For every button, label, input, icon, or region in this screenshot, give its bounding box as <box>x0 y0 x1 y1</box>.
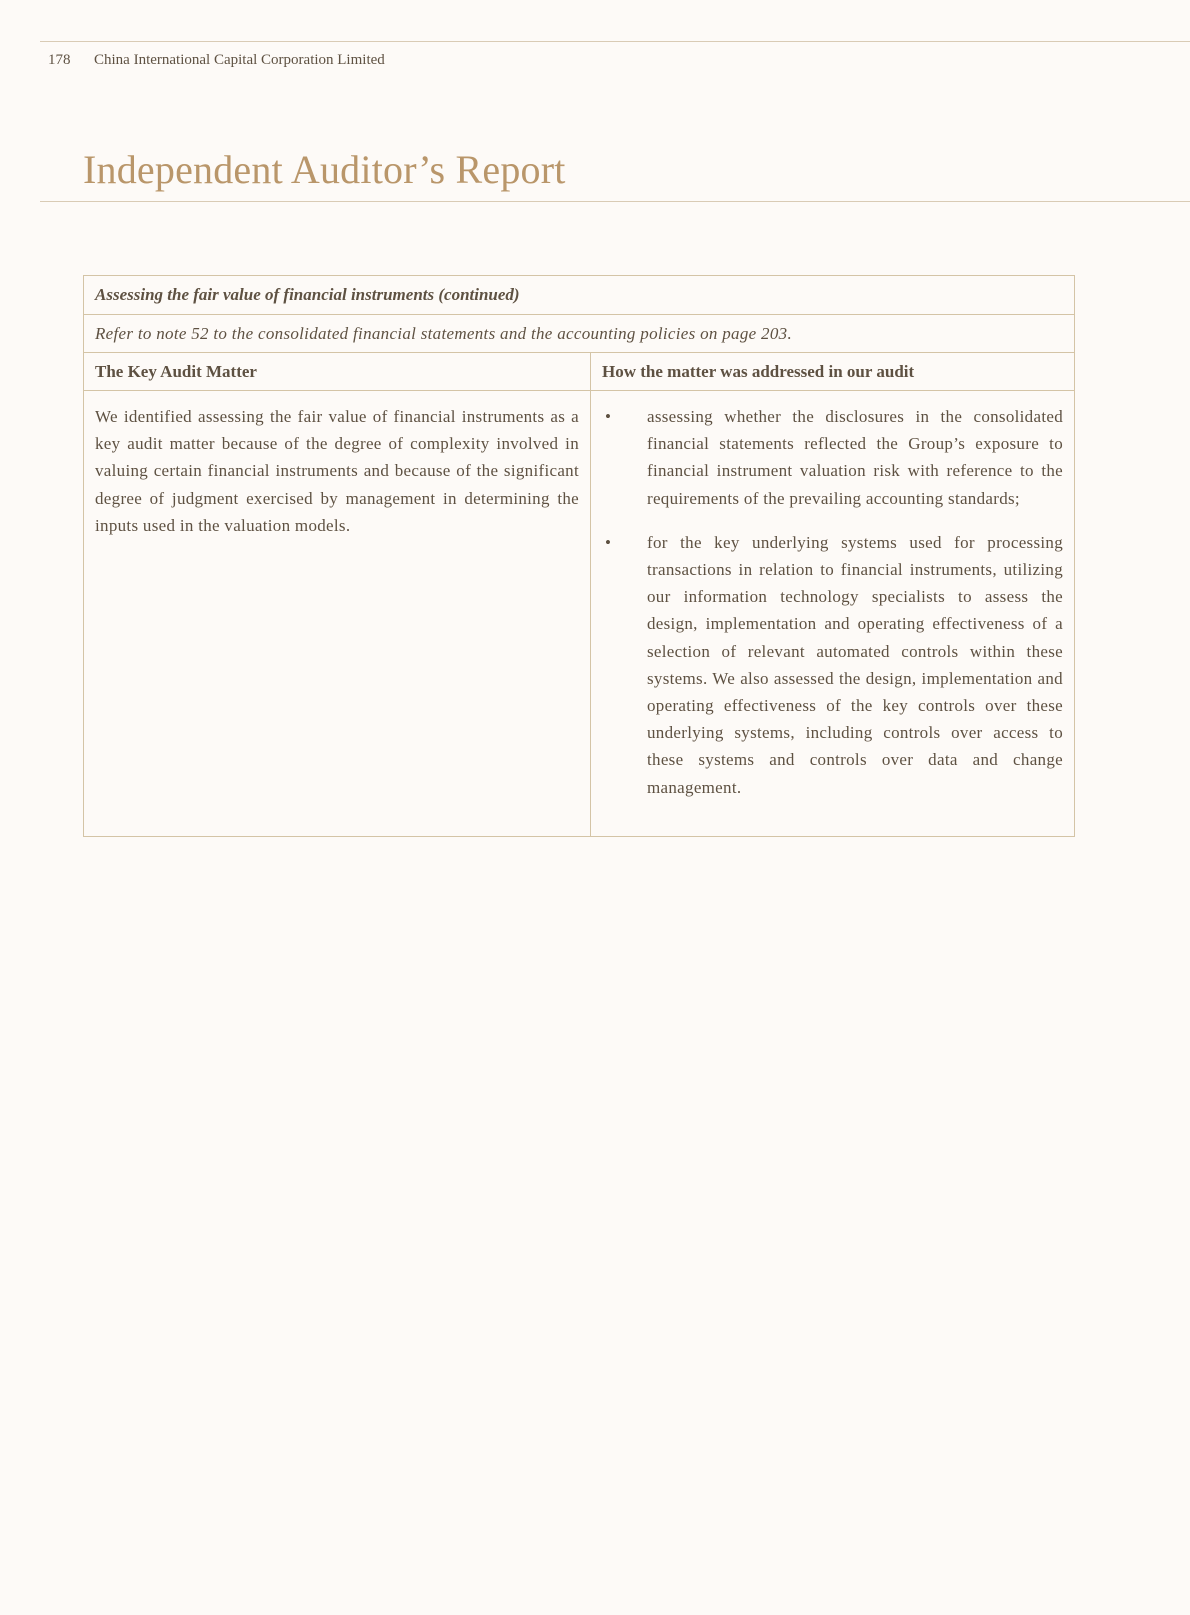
audit-response-cell <box>591 391 1075 837</box>
key-audit-matter-table <box>83 275 1075 837</box>
page-title: Independent Auditor’s Report <box>83 147 566 192</box>
table-caption: Assessing the fair value of financial instruments (continued) <box>84 276 1075 315</box>
bullet-icon: • <box>605 532 612 552</box>
audit-response-list <box>602 403 1063 801</box>
col1-header: The Key Audit Matter <box>84 353 591 391</box>
list-item <box>602 529 1063 801</box>
header-rule <box>40 41 1190 42</box>
bullet-icon: • <box>605 407 612 426</box>
list-item <box>602 403 1063 512</box>
title-rule <box>40 201 1190 202</box>
page-header <box>48 52 385 69</box>
key-audit-matter-text: We identified assessing the fair value of financial instruments as a key audit matter because of the degree of complexity involved in valuing certain financial instruments and because of the significant degree of judgment exercised by management in determining the inputs used in the valuation models. <box>84 391 591 837</box>
company-name: China International Capital Corporation Limited <box>94 52 385 68</box>
col2-header: How the matter was addressed in our audit <box>591 353 1075 391</box>
list-item-text: assessing whether the disclosures in the consolidated financial statements reflected the Group’s exposure to financial instrument valuation risk with reference to the requirements of the prevailing accounting standards; <box>647 407 1063 508</box>
list-item-text: for the key underlying systems used for processing transactions in relation to financial instruments, utilizing our information technology specialists to assess the design, implementation and operating effectiveness of a selection of relevant automated controls within these systems. We also assessed the design, implementation and operating effectiveness of the key controls over these underlying systems, including controls over access to these systems and controls over data and change management. <box>647 532 1063 797</box>
page-number: 178 <box>48 52 71 68</box>
table-reference: Refer to note 52 to the consolidated financial statements and the accounting policies on page 203. <box>84 315 1075 353</box>
